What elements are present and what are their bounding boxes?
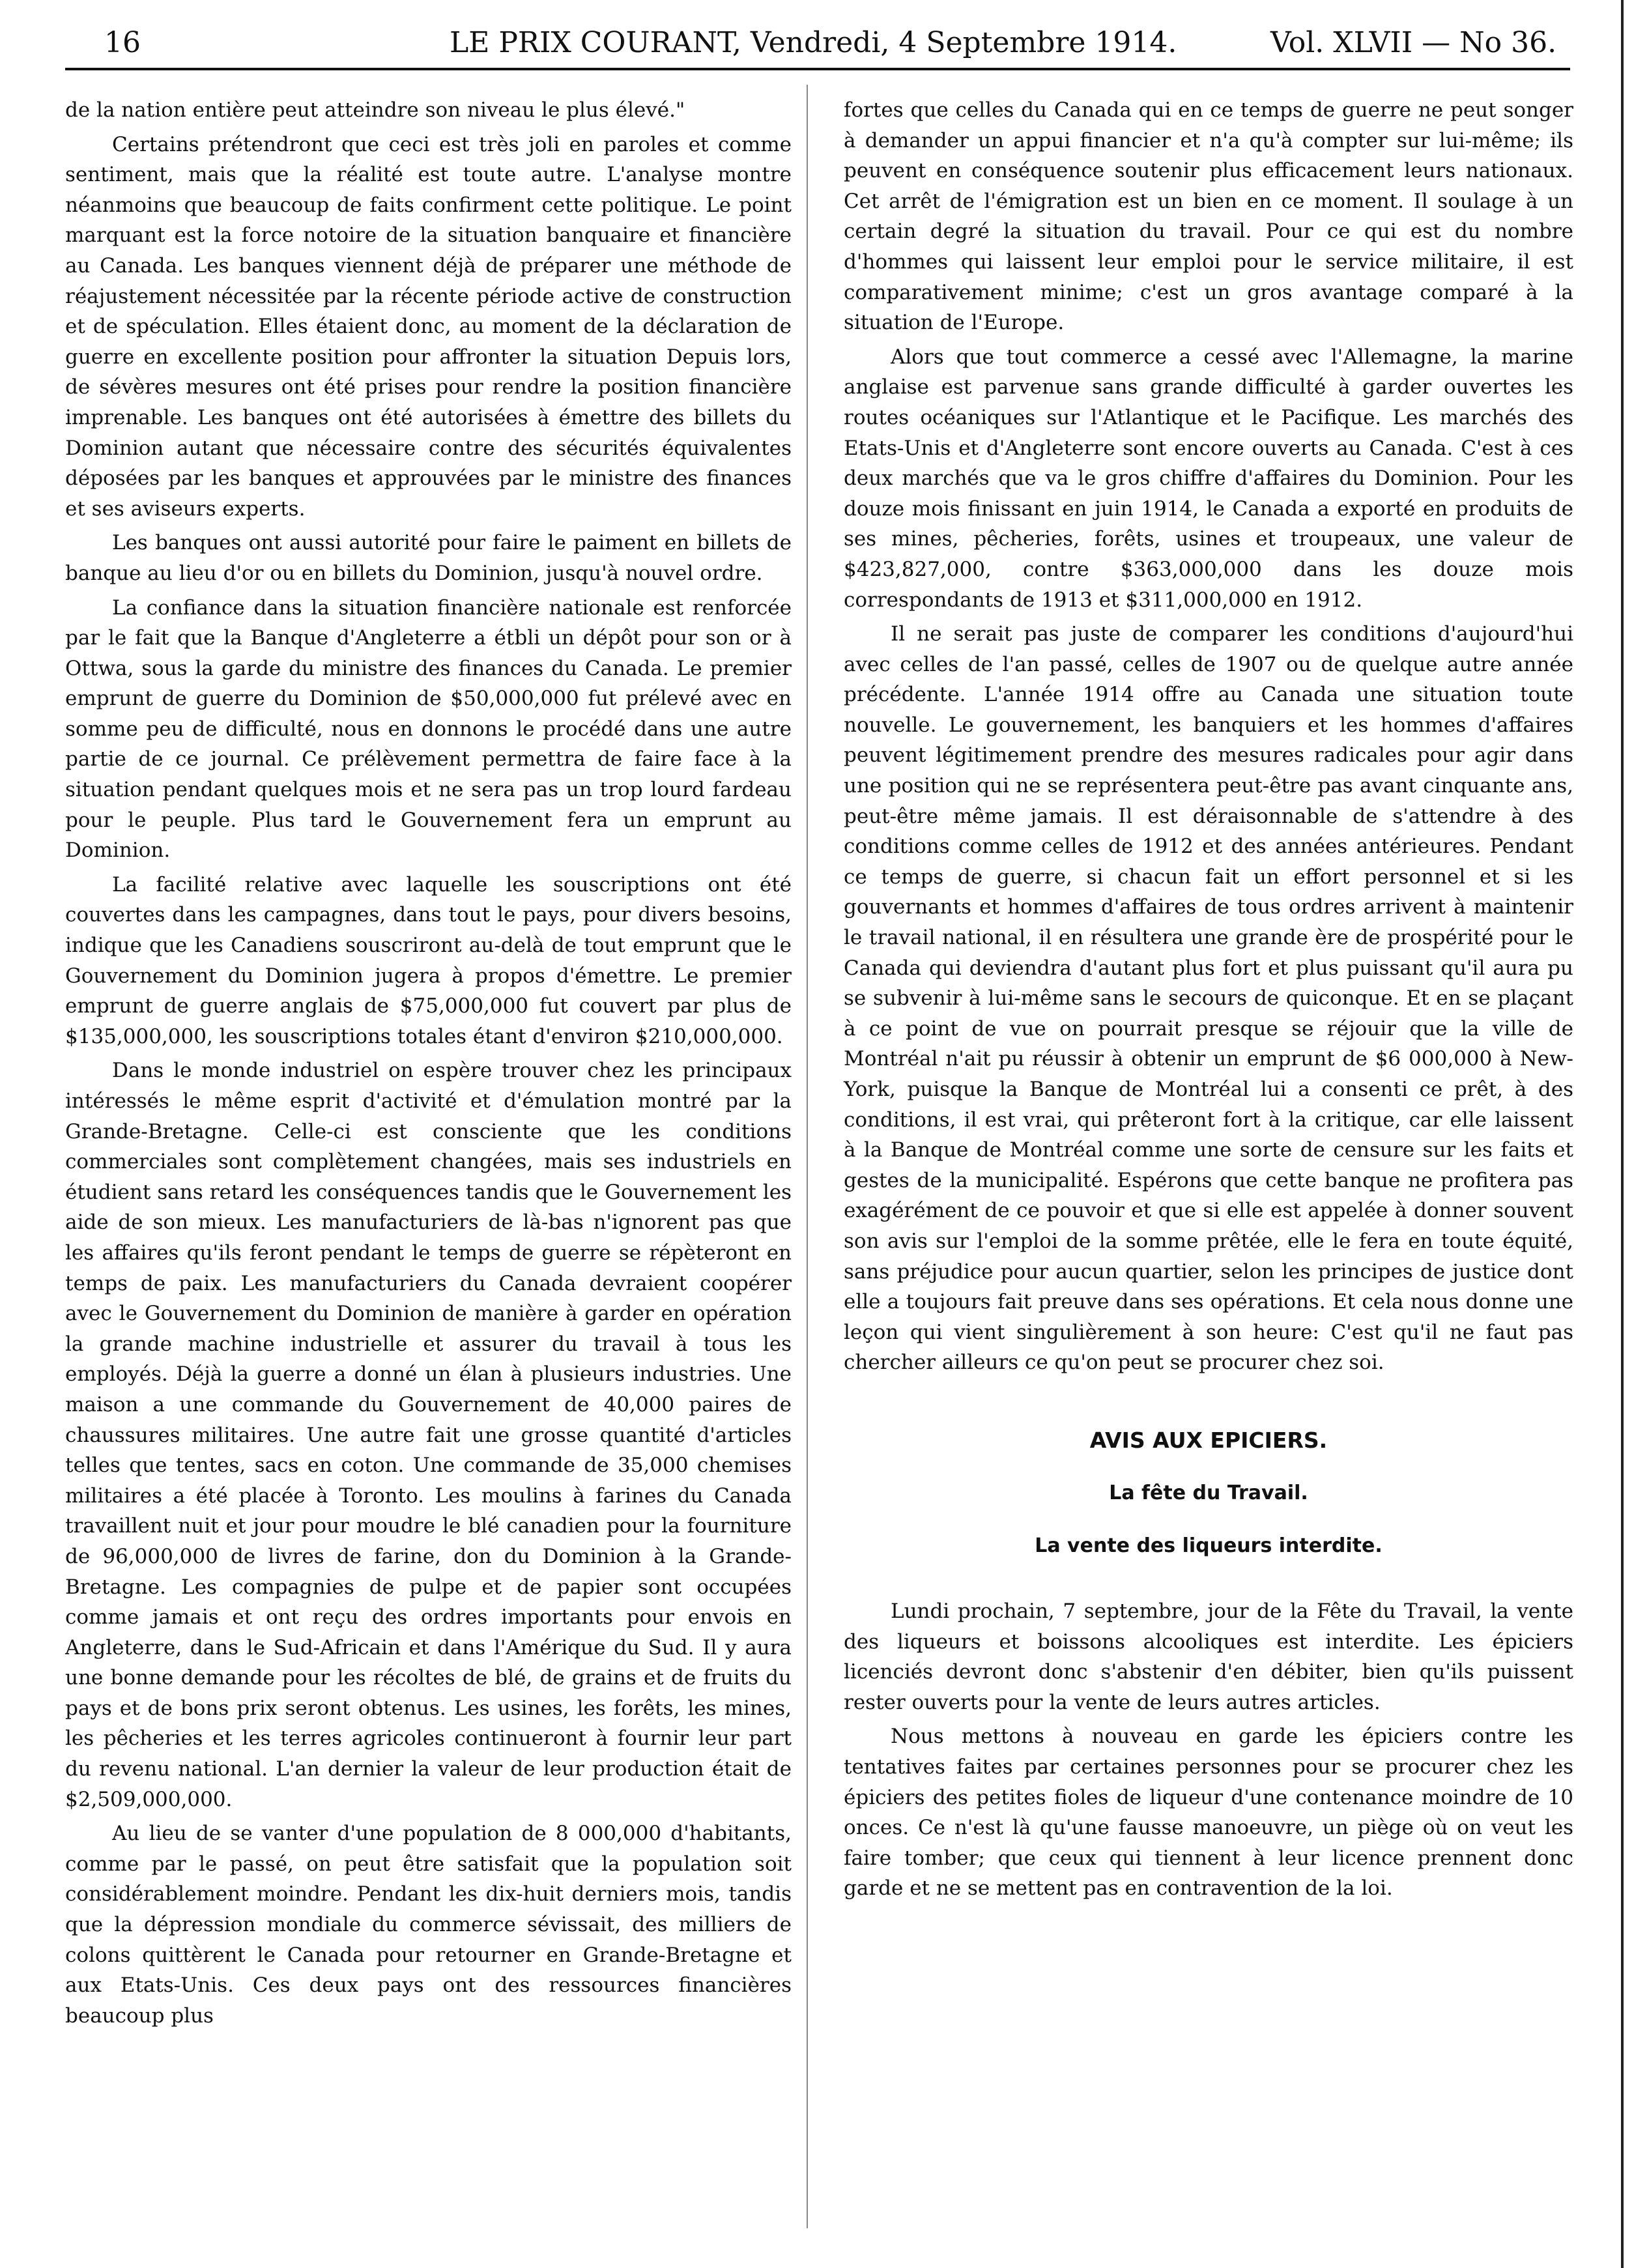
paragraph: Il ne serait pas juste de comparer les conditions d'aujourd'hui avec celles de l'an passé, celles de 1907 ou de quelque autre année précédente. L'année 1914 offre au Canada une situation toute nouvelle. Le gouvernement, les banquiers et les hommes d'affaires peuvent légitimement prendre des mesures radicales pour agir dans une position qui ne se représentera peut-être pas avant cinquante ans, peut-être même jamais. Il est déraisonnable de s'attendre à des conditions comme celles de 1912 et des années antérieures. Pendant ce temps de guerre, si chacun fait un effort personnel et si les gouvernants et hommes d'affaires de tous ordres arrivent à maintenir le travail national, il en résultera une grande ère de prospérité pour le Canada qui deviendra d'autant plus fort et plus puissant qu'il aura pu se subvenir à lui-même sans le secours de quiconque. Et en se plaçant à ce point de vue on pourrait presque se réjouir que la ville de Montréal n'ait pu réussir à obtenir un emprunt de $6 000,000 à New-York, puisque la Banque de Montréal lui a consenti ce prêt, à des conditions, il est vrai, qui prêteront fort à la critique, car elle laissent à la Banque de Montréal comme une sorte de censure sur les faits et gestes de la municipalité. Espérons que cette banque ne profitera pas exagérément de ce pouvoir et que si elle est appelée à donner souvent son avis sur l'emploi de la somme prêtée, elle le fera en toute équité, sans préjudice pour aucun quartier, selon les principes de justice dont elle a toujours fait preuve dans ses opérations. Et cela nous donne une leçon qui vient singulièrement à son heure: C'est qu'il ne faut pas chercher ailleurs ce qu'on peut se procurer chez soi. bbox=[844, 622, 1573, 1375]
page-header bbox=[65, 23, 1570, 63]
header-rule bbox=[65, 68, 1570, 70]
page-number: 16 bbox=[104, 26, 141, 59]
notice-section bbox=[844, 1428, 1573, 1904]
notice-subheading: La fête du Travail. bbox=[1109, 1481, 1308, 1504]
left-column bbox=[65, 95, 792, 2035]
paragraph: Nous mettons à nouveau en garde les épiciers contre les tentatives faites par certaines personnes pour se procurer chez les épiciers des petites fioles de liqueur d'une contenance moindre de 10 onces. Ce n'est là qu'une fausse manoeuvre, un piège où on veut les faire tomber; que ceux qui tiennent à leur licence prennent donc garde et ne se mettent pas en contravention de la loi. bbox=[844, 1725, 1573, 1901]
right-column bbox=[844, 95, 1573, 1908]
publication-title: LE PRIX COURANT, Vendredi, 4 Septembre 1914. bbox=[450, 26, 1177, 59]
paragraph: fortes que celles du Canada qui en ce temps de guerre ne peut songer à demander un appui financier et n'a qu'à compter sur lui-même; ils peuvent en conséquence soutenir plus efficacement leurs nationaux. Cet arrêt de l'émigration est un bien en ce moment. Il soulage à un certain degré la situation du travail. Pour ce qui est du nombre d'hommes qui laissent leur emploi pour le service militaire, il est comparativement minime; c'est un gros avantage comparé à la situation de l'Europe. bbox=[844, 98, 1573, 335]
paragraph: Dans le monde industriel on espère trouver chez les principaux intéressés le même esprit d'activité et d'émulation montré par la Grande-Bretagne. Celle-ci est consciente que les conditions commerciales sont complètement changées, mais ses industriels en étudient sans retard les conséquences tandis que le Gouvernement les aide de son mieux. Les manufacturiers de là-bas n'ignorent pas que les affaires qu'ils feront pendant le temps de guerre se répèteront en temps de paix. Les manufacturiers du Canada devraient coopérer avec le Gouvernement du Dominion de manière à garder en opération la grande machine industrielle et assurer du travail à tous les employés. Déjà la guerre a donné un élan à plusieurs industries. Une maison a une commande du Gouvernement de 40,000 paires de chaussures militaires. Une autre fait une grosse quantité d'articles telles que tentes, sacs en coton. Une commande de 35,000 chemises militaires a été placée à Toronto. Les moulins à farines du Canada travaillent nuit et jour pour moudre le blé canadien pour la fourniture de 96,000,000 de livres de farine, don du Dominion à la Grande-Bretagne. Les compagnies de pulpe et de papier sont occupées comme jamais et ont reçu des ordres importants pour envois en Angleterre, dans le Sud-Africain et dans l'Amérique du Sud. Il y aura une bonne demande pour les récoltes de blé, de grains et de fruits du pays et de bons prix seront obtenus. Les usines, les forêts, les mines, les pêcheries et les terres agricoles continueront à fournir leur part du revenu national. L'an dernier la valeur de leur production était de $2,509,000,000. bbox=[65, 1059, 792, 1811]
paragraph: La confiance dans la situation financière nationale est renforcée par le fait que la Banque d'Angleterre a étbli un dépôt pour son or à Ottwa, sous la garde du ministre des finances du Canada. Le premier emprunt de guerre du Dominion de $50,000,000 fut prélevé avec en somme peu de difficulté, nous en donnons le procédé dans une autre partie de ce journal. Ce prélèvement permettra de faire face à la situation pendant quelques mois et ne sera pas un trop lourd fardeau pour le peuple. Plus tard le Gouvernement fera un emprunt au Dominion. bbox=[65, 596, 792, 863]
paragraph: Certains prétendront que ceci est très joli en paroles et comme sentiment, mais que la réalité est toute autre. L'analyse montre néanmoins que beaucoup de faits confirment cette politique. Le point marquant est la force notoire de la situation banquaire et financière au Canada. Les banques viennent déjà de préparer une méthode de réajustement nécessitée par la récente période active de construction et de spéculation. Elles étaient donc, au moment de la déclaration de guerre en excellente position pour affronter la situation Depuis lors, de sévères mesures ont été prises pour rendre la position financière imprenable. Les banques ont été autorisées à émettre des billets du Dominion autant que nécessaire contre des sécurités équivalentes déposées par les banques et approuvées par le ministre des finances et ses aviseurs experts. bbox=[65, 132, 792, 521]
page-edge-line bbox=[1621, 0, 1624, 2268]
paragraph: Au lieu de se vanter d'une population de 8 000,000 d'habitants, comme par le passé, on peut être satisfait que la population soit considérablement moindre. Pendant les dix-huit derniers mois, tandis que la dépression mondiale du commerce sévissait, des milliers de colons quittèrent le Canada pour retourner en Grande-Bretagne et aux Etats-Unis. Ces deux pays ont des ressources financières beaucoup plus bbox=[65, 1822, 792, 2028]
paragraph: Lundi prochain, 7 septembre, jour de la Fête du Travail, la vente des liqueurs et boissons alcooliques est interdite. Les épiciers licenciés devront donc s'abstenir d'en débiter, bien qu'ils puissent rester ouverts pour la vente de leurs autres articles. bbox=[844, 1599, 1573, 1714]
paragraph: de la nation entière peut atteindre son niveau le plus élevé." bbox=[65, 98, 685, 122]
paragraph: Alors que tout commerce a cessé avec l'Allemagne, la marine anglaise est parvenue sans grande difficulté à garder ouvertes les routes océaniques sur l'Atlantique et le Pacifique. Les marchés des Etats-Unis et d'Angleterre sont encore ouverts au Canada. C'est à ces deux marchés que va le gros chiffre d'affaires du Dominion. Pour les douze mois finissant en juin 1914, le Canada a exporté en produits de ses mines, pêcheries, forêts, usines et troupeaux, une valeur de $423,827,000, contre $363,000,000 dans les douze mois correspondants de 1913 et $311,000,000 en 1912. bbox=[844, 345, 1573, 612]
volume-number: Vol. XLVII — No 36. bbox=[1270, 26, 1557, 59]
column-divider bbox=[807, 85, 808, 2228]
paragraph: Les banques ont aussi autorité pour faire le paiment en billets de banque au lieu d'or ou en billets du Dominion, jusqu'à nouvel ordre. bbox=[65, 531, 792, 585]
notice-subheading: La vente des liqueurs interdite. bbox=[1035, 1534, 1383, 1557]
paragraph: La facilité relative avec laquelle les souscriptions ont été couvertes dans les campagnes, dans tout le pays, pour divers besoins, indique que les Canadiens souscriront au-delà de tout emprunt que le Gouvernement du Dominion jugera à propos d'émettre. Le premier emprunt de guerre anglais de $75,000,000 fut couvert par plus de $135,000,000, les souscriptions totales étant d'environ $210,000,000. bbox=[65, 872, 792, 1048]
notice-heading: AVIS AUX EPICIERS. bbox=[1089, 1427, 1328, 1453]
